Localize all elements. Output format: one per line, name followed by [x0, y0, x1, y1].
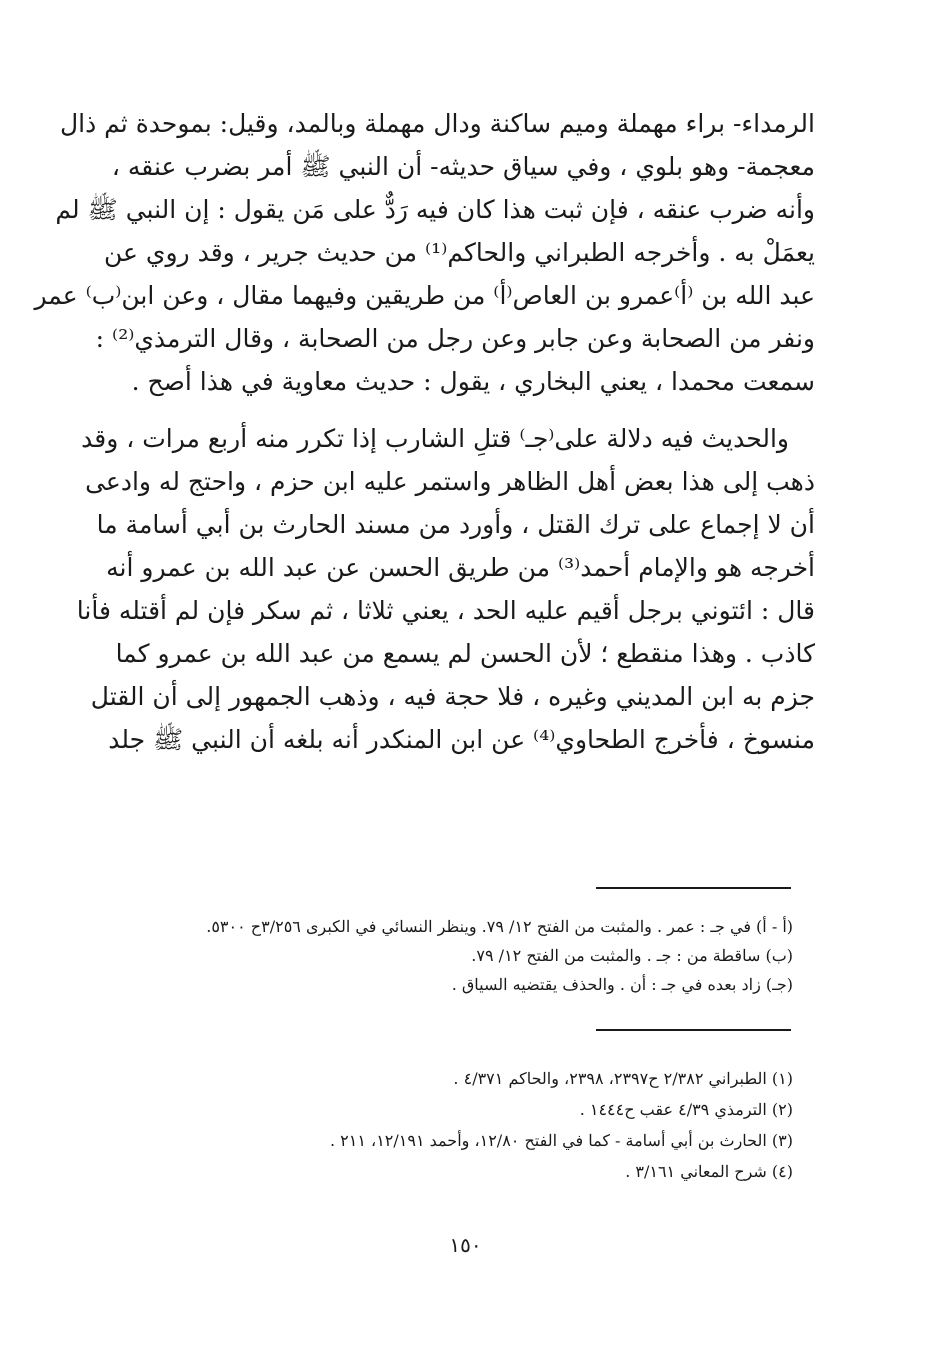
- text-line: ذهب إلى هذا بعض أهل الظاهر واستمر عليه ابن حزم ، واحتج له وادعى: [85, 467, 815, 496]
- variant-note: (ب) ساقطة من : جـ . والمثبت من الفتح ١٢/ ٧٩.: [471, 946, 793, 965]
- variant-note: (جـ) زاد بعده في جـ : أن . والحذف يقتضيه السياق .: [451, 975, 793, 994]
- text-line: سمعت محمدا ، يعني البخاري ، يقول : حديث معاوية في هذا أصح .: [131, 367, 815, 396]
- source-notes: [113, 1063, 793, 1187]
- text-line: والحديث فيه دلالة على⁽جـ⁾ قتلِ الشارب إذا تكرر منه أربع مرات ، وقد: [81, 424, 789, 453]
- paragraph-2: [76, 417, 815, 761]
- text-line: جزم به ابن المديني وغيره ، فلا حجة فيه ، وذهب الجمهور إلى أن القتل: [90, 682, 815, 711]
- text-line: يعمَلْ به . وأخرجه الطبراني والحاكم⁽¹⁾ من حديث جرير ، وقد روي عن: [104, 238, 815, 267]
- source-note: (١) الطبراني ٢/٣٨٢ ح٢٣٩٧، ٢٣٩٨، والحاكم ٤/٣٧١ .: [453, 1069, 793, 1088]
- source-note: (٣) الحارث بن أبي أسامة - كما في الفتح ١٢/٨٠، وأحمد ١٢/١٩١، ٢١١ .: [330, 1131, 793, 1150]
- text-line: قال : ائتوني برجل أقيم عليه الحد ، يعني ثلاثا ، ثم سكر فإن لم أقتله فأنا: [76, 596, 815, 625]
- page-number: ١٥٠: [449, 1233, 482, 1257]
- variant-notes: [113, 912, 793, 999]
- source-note: (٤) شرح المعاني ٣/١٦١ .: [625, 1162, 793, 1181]
- text-line: منسوخ ، فأخرج الطحاوي⁽⁴⁾ عن ابن المنكدر أنه بلغه أن النبي ﷺ جلد: [108, 725, 815, 754]
- text-line: أخرجه هو والإمام أحمد⁽³⁾ من طريق الحسن عن عبد الله بن عمرو أنه: [106, 553, 815, 582]
- text-line: الرمداء- براء مهملة وميم ساكنة ودال مهملة وبالمد، وقيل: بموحدة ثم ذال: [59, 109, 815, 138]
- footnote-divider: [596, 887, 791, 889]
- footnote-divider: [596, 1029, 791, 1031]
- paragraph-1: [34, 102, 815, 403]
- text-line: ونفر من الصحابة وعن جابر وعن رجل من الصحابة ، وقال الترمذي⁽²⁾ :: [95, 324, 815, 353]
- text-line: معجمة- وهو بلوي ، وفي سياق حديثه- أن النبي ﷺ أمر بضرب عنقه ،: [111, 152, 815, 181]
- text-line: وأنه ضرب عنقه ، فإن ثبت هذا كان فيه رَدٌّ على مَن يقول : إن النبي ﷺ لم: [55, 195, 815, 224]
- main-text: [34, 102, 815, 761]
- text-line: كاذب . وهذا منقطع ؛ لأن الحسن لم يسمع من عبد الله بن عمرو كما: [115, 639, 815, 668]
- variant-note: (أ - أ) في جـ : عمر . والمثبت من الفتح ١٢/ ٧٩. وينظر النسائي في الكبرى ٣/٢٥٦ح ٥٣٠٠.: [206, 917, 793, 936]
- source-note: (٢) الترمذي ٤/٣٩ عقب ح١٤٤٤ .: [579, 1100, 793, 1119]
- text-line: أن لا إجماع على ترك القتل ، وأورد من مسند الحارث بن أبي أسامة ما: [96, 510, 815, 539]
- text-line: عبد الله بن ⁽أ⁾عمرو بن العاص⁽أ⁾ من طريقين وفيهما مقال ، وعن ابن⁽ب⁾ عمر: [34, 281, 815, 310]
